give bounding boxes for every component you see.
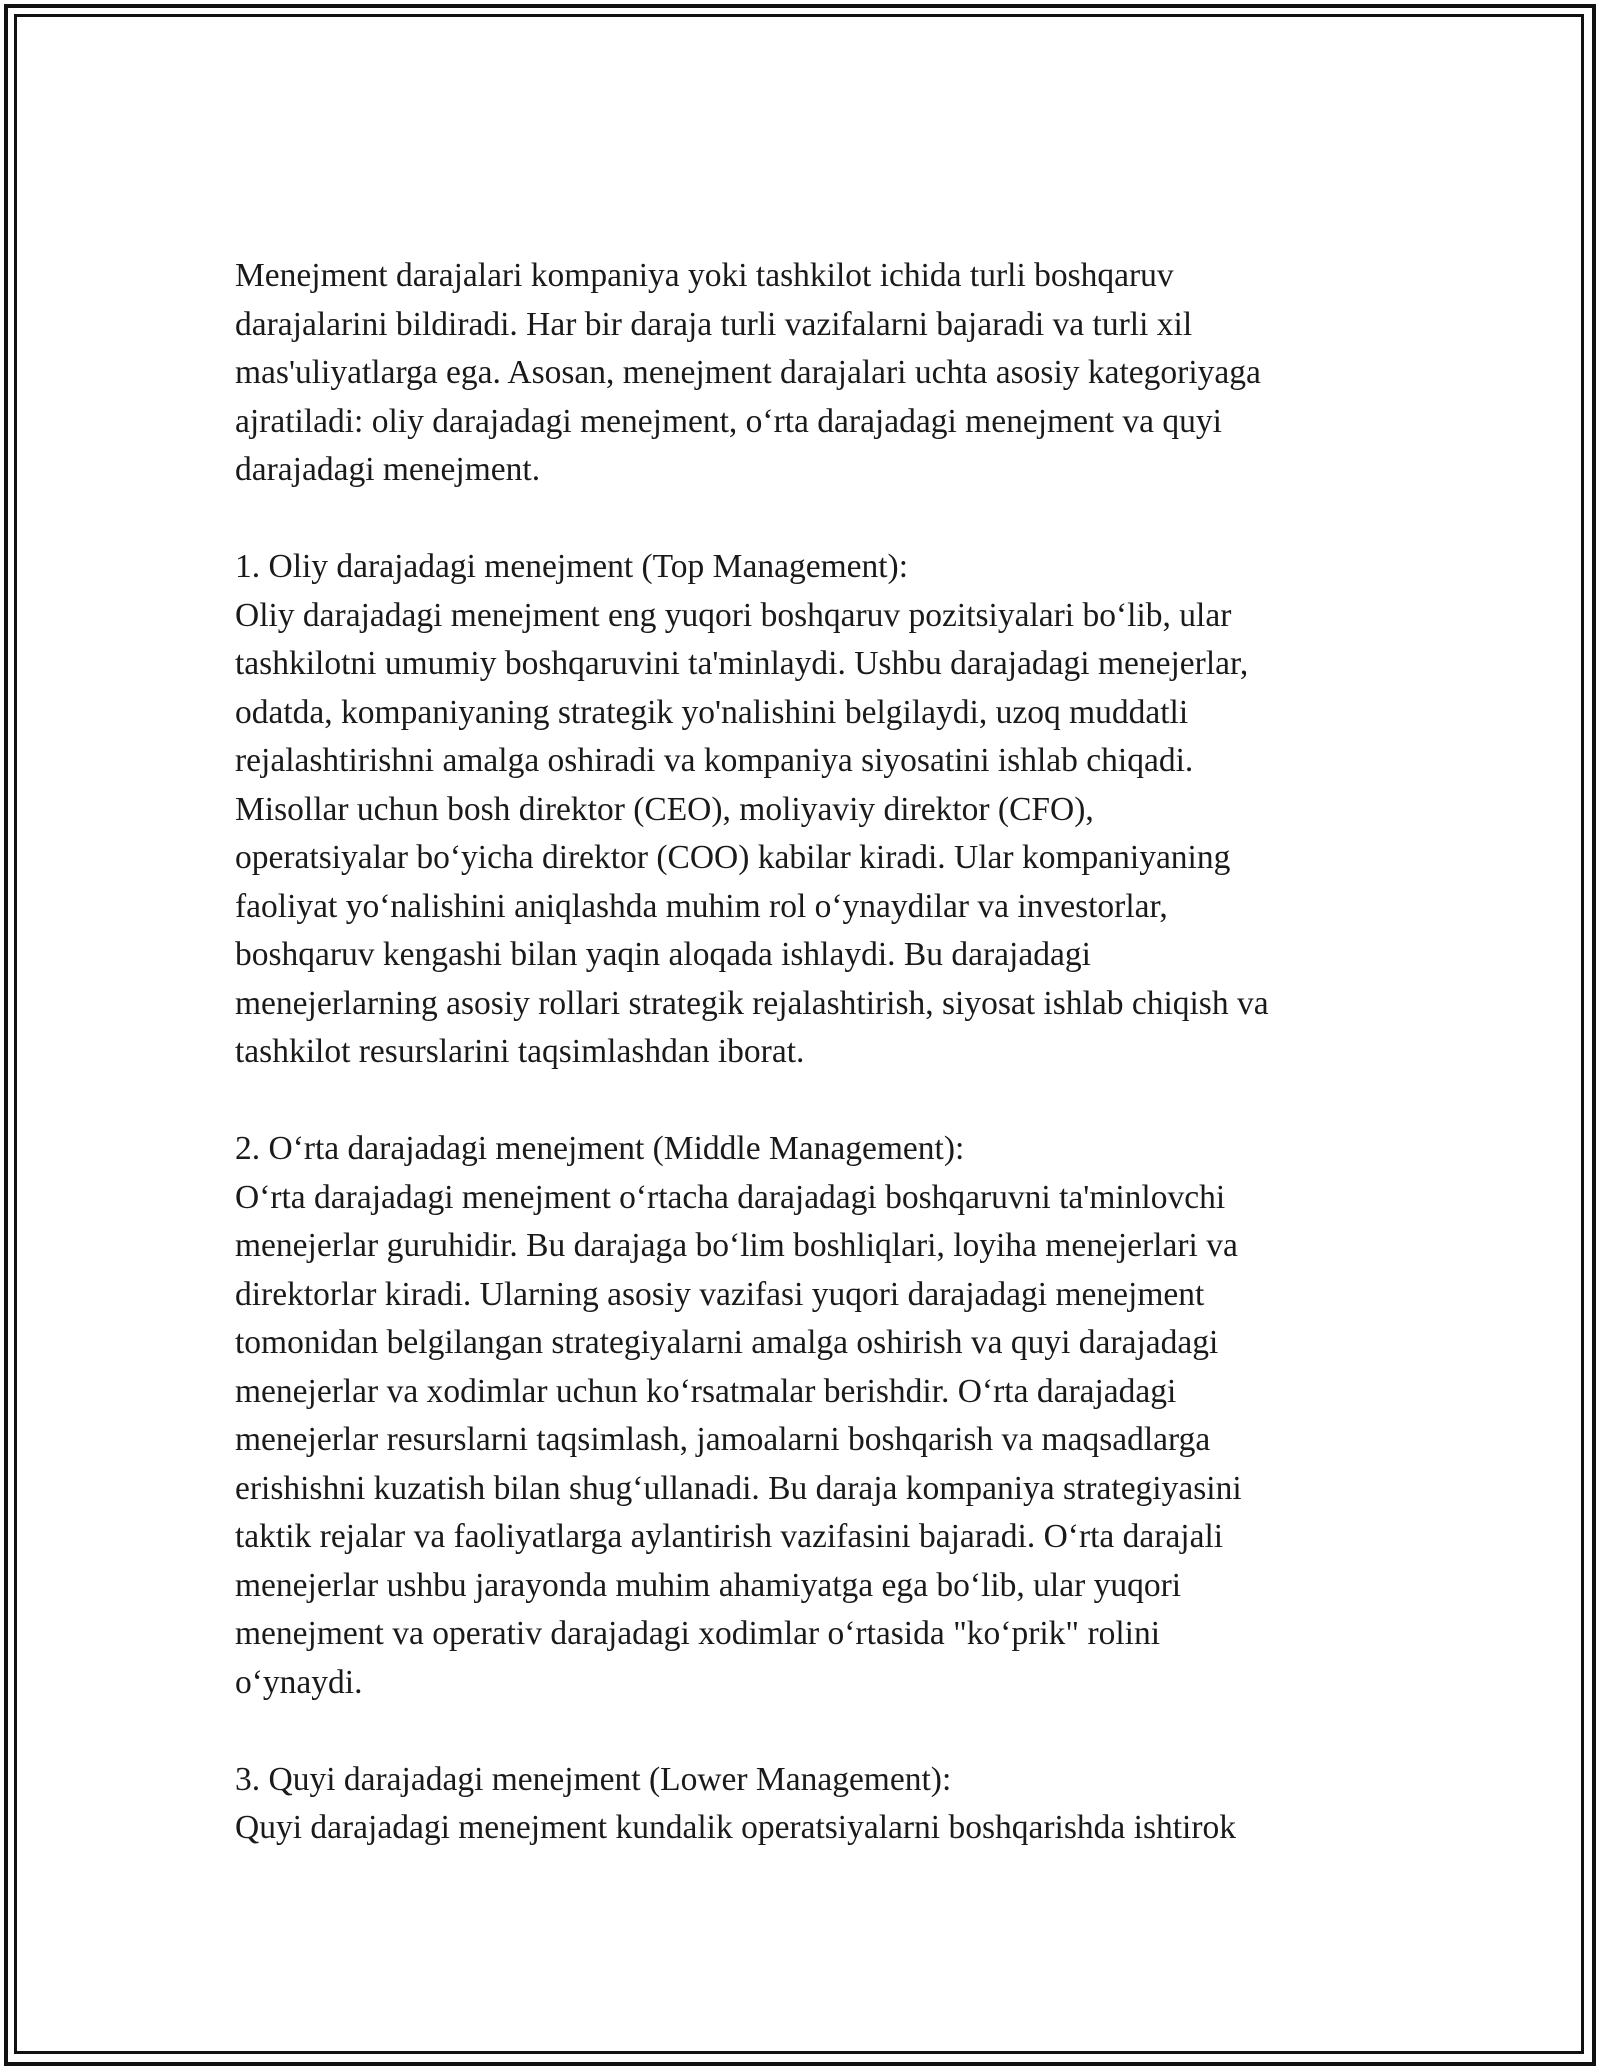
text-line: faoliyat yo‘nalishini aniqlashda muhim rol o‘ynaydilar va investorlar, — [235, 887, 1168, 925]
text-line: darajalarini bildiradi. Har bir daraja turli vazifalarni bajaradi va turli xil — [235, 305, 1193, 343]
text-line: menejment va operativ darajadagi xodimlar o‘rtasida "ko‘prik" rolini — [235, 1615, 1161, 1652]
text-line: menejerlar va xodimlar uchun ko‘rsatmalar berishdir. O‘rta darajadagi — [235, 1372, 1177, 1410]
text-line: Misollar uchun bosh direktor (CEO), moliyaviy direktor (CFO), — [235, 790, 1094, 828]
text-line: Oliy darajadagi menejment eng yuqori boshqaruv pozitsiyalari bo‘lib, ular — [235, 596, 1232, 634]
section-heading: 3. Quyi darajadagi menejment (Lower Management): — [235, 1760, 952, 1798]
text-line: tashkilot resurslarini taqsimlashdan iborat. — [235, 1033, 805, 1070]
paragraph-spacer — [235, 1707, 1395, 1756]
paragraph-spacer — [235, 1077, 1395, 1126]
text-line: menejerlar ushbu jarayonda muhim ahamiyatga ega bo‘lib, ular yuqori — [235, 1566, 1182, 1604]
section-heading: 2. O‘rta darajadagi menejment (Middle Management): — [235, 1130, 965, 1167]
text-line: O‘rta darajadagi menejment o‘rtacha darajadagi boshqaruvni ta'minlovchi — [235, 1178, 1226, 1216]
text-line: direktorlar kiradi. Ularning asosiy vazifasi yuqori darajadagi menejment — [235, 1275, 1205, 1313]
text-line: operatsiyalar bo‘yicha direktor (COO) kabilar kiradi. Ular kompaniyaning — [235, 839, 1231, 876]
intro-paragraph — [235, 252, 1395, 495]
middle-management-section — [235, 1125, 1395, 1707]
text-line: menejerlar guruhidir. Bu darajaga bo‘lim boshliqlari, loyiha menejerlari va — [235, 1227, 1238, 1264]
text-line: odatda, kompaniyaning strategik yo'nalishini belgilaydi, uzoq muddatli — [235, 693, 1189, 731]
paragraph-spacer — [235, 495, 1395, 544]
text-line: ajratiladi: oliy darajadagi menejment, o‘rta darajadagi menejment va quyi — [235, 402, 1222, 440]
text-line: mas'uliyatlarga ega. Asosan, menejment darajalari uchta asosiy kategoriyaga — [235, 354, 1261, 391]
text-line: menejerlarning asosiy rollari strategik rejalashtirish, siyosat ishlab chiqish va — [235, 984, 1269, 1022]
text-line: taktik rejalar va faoliyatlarga aylantirish vazifasini bajaradi. O‘rta darajali — [235, 1518, 1224, 1555]
text-line: rejalashtirishni amalga oshiradi va kompaniya siyosatini ishlab chiqadi. — [235, 742, 1194, 779]
text-line: tashkilotni umumiy boshqaruvini ta'minlaydi. Ushbu darajadagi menejerlar, — [235, 645, 1249, 682]
text-line: boshqaruv kengashi bilan yaqin aloqada ishlaydi. Bu darajadagi — [235, 936, 1091, 973]
text-line: Menejment darajalari kompaniya yoki tashkilot ichida turli boshqaruv — [235, 257, 1174, 294]
text-line: Quyi darajadagi menejment kundalik operatsiyalarni boshqarishda ishtirok — [235, 1809, 1237, 1846]
top-management-section — [235, 543, 1395, 1077]
text-line: darajadagi menejment. — [235, 451, 541, 488]
text-line: menejerlar resurslarni taqsimlash, jamoalarni boshqarish va maqsadlarga — [235, 1421, 1211, 1458]
document-body — [235, 252, 1395, 1853]
text-line: o‘ynaydi. — [235, 1663, 363, 1701]
text-line: tomonidan belgilangan strategiyalarni amalga oshirish va quyi darajadagi — [235, 1324, 1219, 1361]
text-line: erishishni kuzatish bilan shug‘ullanadi. Bu daraja kompaniya strategiyasini — [235, 1469, 1242, 1507]
lower-management-section — [235, 1756, 1395, 1853]
section-heading: 1. Oliy darajadagi menejment (Top Management): — [235, 548, 909, 585]
